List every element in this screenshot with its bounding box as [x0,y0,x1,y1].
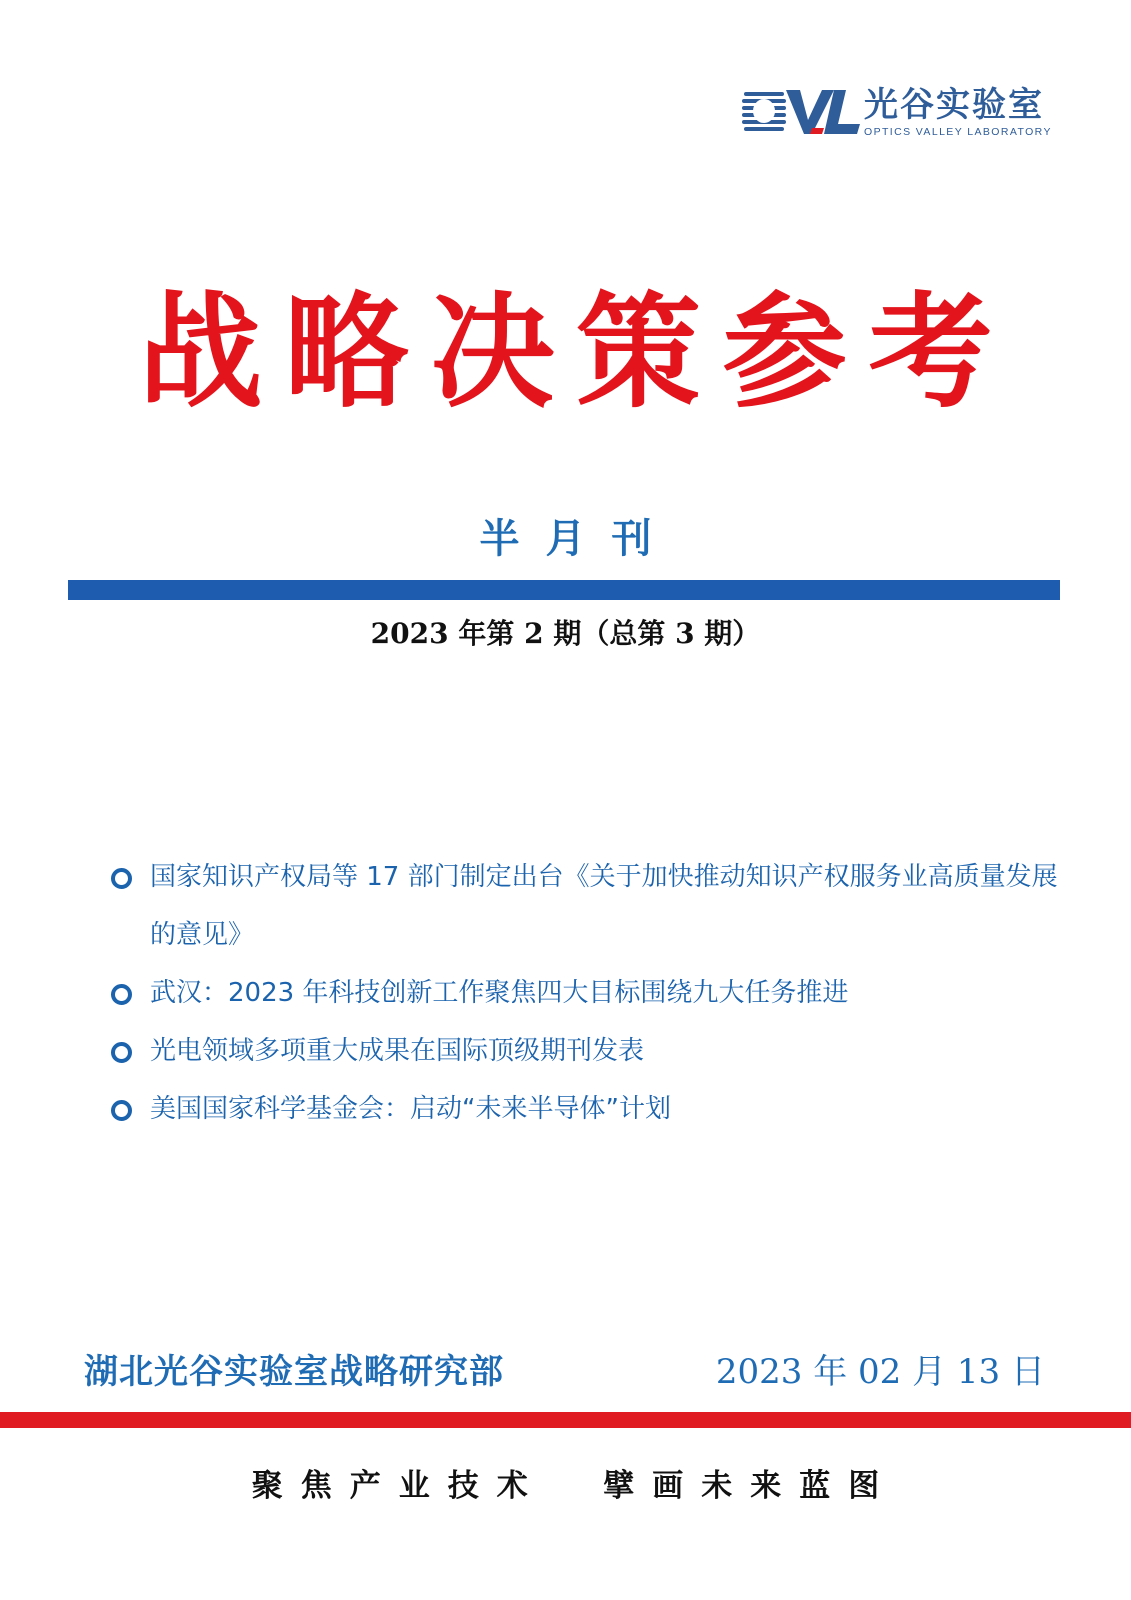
department-name: 湖北光谷实验室战略研究部 [84,1352,504,1392]
red-divider [0,1412,1131,1428]
logo-name-cn: 光谷实验室 [864,85,1044,125]
publish-date: 2023 年 02 月 13 日 [715,1352,1045,1392]
headline-item [110,964,1070,1022]
headline-item [110,1022,1070,1080]
blue-divider [68,580,1060,600]
headline-text: 光电领域多项重大成果在国际顶级期刊发表 [150,1036,645,1066]
logo-name-en: OPTICS VALLEY LABORATORY [864,126,1052,138]
issue-number: 2023 年第 2 期（总第 3 期） [370,617,761,650]
headline-item [110,848,1070,964]
ovl-mark-icon [742,84,860,140]
headline-text: 武汉：2023 年科技创新工作聚焦四大目标围绕九大任务推进 [150,978,849,1008]
headline-text: 美国国家科学基金会：启动“未来半导体”计划 [150,1094,671,1124]
circle-bullet-icon [111,868,132,889]
slogan: 聚焦产业技术 擘画未来蓝图 [251,1468,898,1504]
circle-bullet-icon [111,1100,132,1121]
circle-bullet-icon [111,984,132,1005]
publication-frequency: 半月刊 [479,515,678,562]
lab-logo [742,84,1062,144]
headline-item [110,1080,1070,1138]
circle-bullet-icon [111,1042,132,1063]
publication-title: 战略决策参考 [138,280,1015,425]
headline-text: 国家知识产权局等 17 部门制定出台《关于加快推动知识产权服务业高质量发展的意见》 [150,862,1058,950]
headline-list [110,848,1070,1138]
